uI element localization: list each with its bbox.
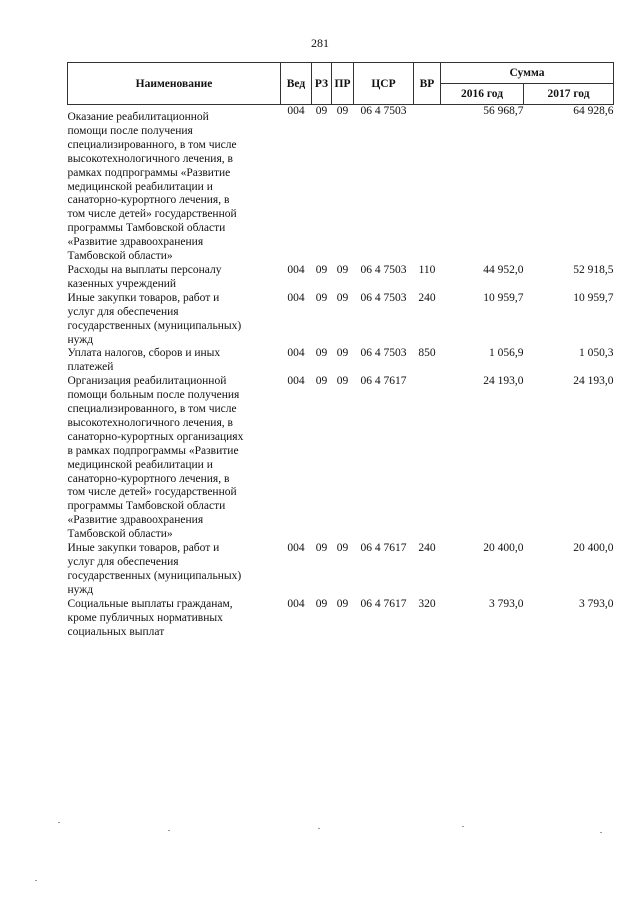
row-rz: 09 [315,263,328,276]
header-vr: ВР [414,63,441,105]
row-csr: 06 4 7503 [360,347,407,360]
row-vr: 240 [418,291,436,304]
row-ved: 004 [287,105,305,117]
table-row [68,264,614,292]
row-csr: 06 4 7503 [360,105,407,117]
table-row [68,542,614,598]
row-rz: 09 [315,347,328,360]
header-rz: РЗ [312,63,332,105]
header-sum: Сумма [441,63,614,84]
scan-speck [58,822,60,823]
row-ved: 004 [287,291,305,304]
table-row [68,347,614,375]
row-sum-2016: 24 193,0 [483,375,524,388]
row-name: Оказание реабилитационной помощи после получения специализированного, в том числе высокотехнологичного лечения, в рамках подпрограммы «Развитие медицинской реабилитации и санаторно-курортного лечения, в том числе детей» государственной программы Тамбовской области «Развитие здравоохранения Тамбовской области» [67,111,237,263]
row-ved: 004 [287,347,305,360]
row-sum-2017: 1 050,3 [579,347,614,360]
header-pr: ПР [332,63,354,105]
scan-speck [168,830,170,831]
row-pr: 09 [336,542,349,555]
header-ved: Вед [281,63,312,105]
row-sum-2016: 56 968,7 [483,105,524,117]
row-name: Иные закупки товаров, работ и услуг для обеспечения государственных (муниципальных) нужд [67,542,242,596]
row-vr: 320 [418,597,436,610]
row-sum-2017: 10 959,7 [573,291,614,304]
row-sum-2016: 10 959,7 [483,291,524,304]
row-sum-2016: 44 952,0 [483,263,524,276]
row-name: Уплата налогов, сборов и иных платежей [67,347,221,374]
row-vr: 240 [418,542,436,555]
page-number: 281 [311,36,329,50]
row-pr: 09 [336,597,349,610]
row-sum-2017: 3 793,0 [579,597,614,610]
budget-table [67,62,614,639]
header-year-2016: 2016 год [441,84,524,105]
scan-speck [318,828,320,829]
row-ved: 004 [287,375,305,388]
row-pr: 09 [336,291,349,304]
row-sum-2017: 64 928,6 [573,105,614,117]
row-rz: 09 [315,105,328,117]
table-row [68,292,614,348]
header-year-2017: 2017 год [524,84,614,105]
row-sum-2016: 20 400,0 [483,542,524,555]
row-name: Социальные выплаты гражданам, кроме публичных нормативных социальных выплат [67,597,233,638]
row-sum-2017: 52 918,5 [573,263,614,276]
row-name: Иные закупки товаров, работ и услуг для обеспечения государственных (муниципальных) нужд [67,291,242,346]
table-row [68,375,614,542]
row-ved: 004 [287,263,305,276]
row-vr [414,105,441,264]
row-pr: 09 [336,347,349,360]
row-name: Организация реабилитационной помощи больным после получения специализированного, в том числе высокотехнологичного лечения, в санаторно-курортных организациях в рамках подпрограммы «Развитие медицинской реабилитации и санаторно-курортного лечения, в том числе детей» государственной программы Тамбовской области «Развитие здравоохранения Тамбовской области» [67,375,244,541]
table-row [68,105,614,264]
table-body [68,105,614,640]
row-vr: 110 [418,263,436,276]
row-sum-2017: 24 193,0 [573,375,614,388]
row-vr [414,375,441,542]
row-rz: 09 [315,542,328,555]
row-pr: 09 [336,105,349,117]
header-name: Наименование [68,63,281,105]
scan-speck [600,832,602,833]
row-csr: 06 4 7503 [360,291,407,304]
row-ved: 004 [287,542,305,555]
row-ved: 004 [287,597,305,610]
row-csr: 06 4 7617 [360,375,407,388]
row-csr: 06 4 7617 [360,542,407,555]
scan-speck [462,826,464,827]
table-row [68,598,614,640]
row-sum-2017: 20 400,0 [573,542,614,555]
row-rz: 09 [315,375,328,388]
row-csr: 06 4 7503 [360,263,407,276]
row-rz: 09 [315,291,328,304]
row-rz: 09 [315,597,328,610]
row-csr: 06 4 7617 [360,597,407,610]
header-csr: ЦСР [354,63,414,105]
row-vr: 850 [418,347,436,360]
row-sum-2016: 1 056,9 [489,347,524,360]
scan-speck [35,880,37,881]
table-header [68,63,614,105]
row-pr: 09 [336,263,349,276]
row-name: Расходы на выплаты персоналу казенных учреждений [67,263,222,290]
row-sum-2016: 3 793,0 [489,597,524,610]
row-pr: 09 [336,375,349,388]
